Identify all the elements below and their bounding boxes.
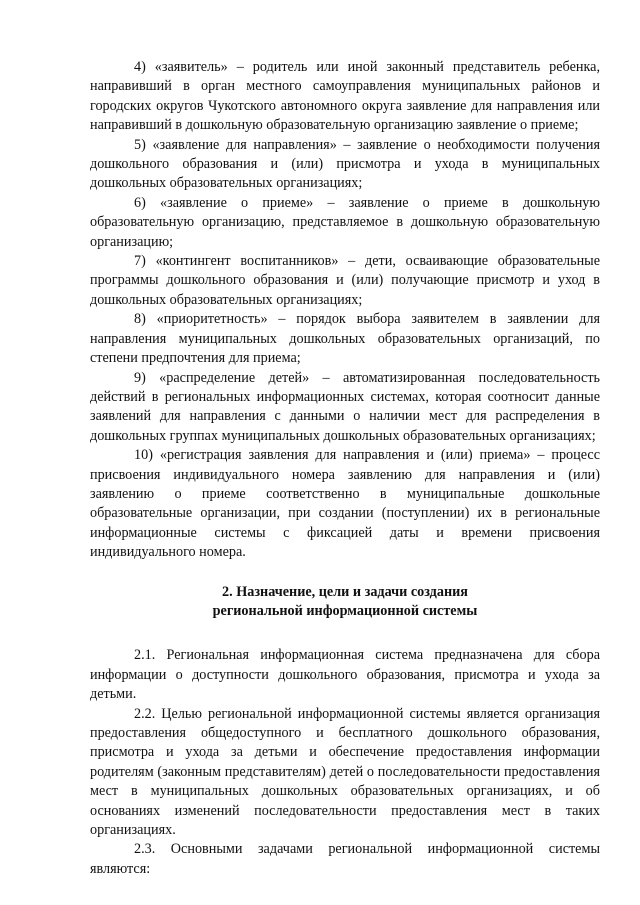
- definition-item-5: 5) «заявление для направления» – заявление о необходимости получения дошкольного образования и (или) присмотра и ухода в муниципальных дошкольных образовательных организациях;: [90, 136, 600, 192]
- section-2-title-line-2: региональной информационной системы: [212, 602, 478, 619]
- definition-item-6: 6) «заявление о приеме» – заявление о приеме в дошкольную образовательную организацию, представляемое в дошкольную образовательную организацию;: [90, 194, 600, 250]
- definition-item-9: 9) «распределение детей» – автоматизированная последовательность действий в региональных информационных системах, которая соотносит данные заявлений для направления с данными о наличии мест для распределения в дошкольных группах муниципальных дошкольных образовательных организациях;: [90, 369, 600, 444]
- section-2-heading: [90, 583, 600, 622]
- definition-item-8: 8) «приоритетность» – порядок выбора заявителем в заявлении для направления муниципальных дошкольных образовательных организаций, по степени предпочтения для приема;: [90, 311, 600, 367]
- document-page: [90, 58, 600, 879]
- definition-item-7: 7) «контингент воспитанников» – дети, осваивающие образовательные программы дошкольного образования и (или) получающие присмотр и уход в дошкольных образовательных организациях;: [90, 253, 600, 308]
- section-2-title-line-1: 2. Назначение, цели и задачи создания: [222, 583, 468, 600]
- definition-item-10: 10) «регистрация заявления для направления и (или) приема» – процесс присвоения индивидуального номера заявлению для направления и (или) заявлению о приеме соответственно в муниципальные дошкольные образовательные организации, при создании (поступлении) их в региональные информационные системы с фиксацией даты и времени присвоения индивидуального номера.: [90, 447, 600, 561]
- paragraph-2-3: 2.3. Основными задачами региональной информационной системы являются:: [90, 841, 600, 877]
- definition-item-4: 4) «заявитель» – родитель или иной законный представитель ребенка, направивший в орган местного самоуправления муниципальных районов и городских округов Чукотского автономного округа заявление для направления или направивший в дошкольную образовательную организацию заявление о приеме;: [90, 59, 600, 134]
- paragraph-2-1: 2.1. Региональная информационная система предназначена для сбора информации о доступности дошкольного образования, присмотра и ухода за детьми.: [90, 647, 600, 703]
- paragraph-2-2: 2.2. Целью региональной информационной системы является организация предоставления общедоступного и бесплатного дошкольного образования, присмотра и ухода за детьми и обеспечение предоставления информации родителям (законным представителям) детей о последовательности предоставления мест в муниципальных дошкольных образовательных организациях, и об основаниях изменений последовательности предоставления мест в таких организациях.: [90, 705, 600, 839]
